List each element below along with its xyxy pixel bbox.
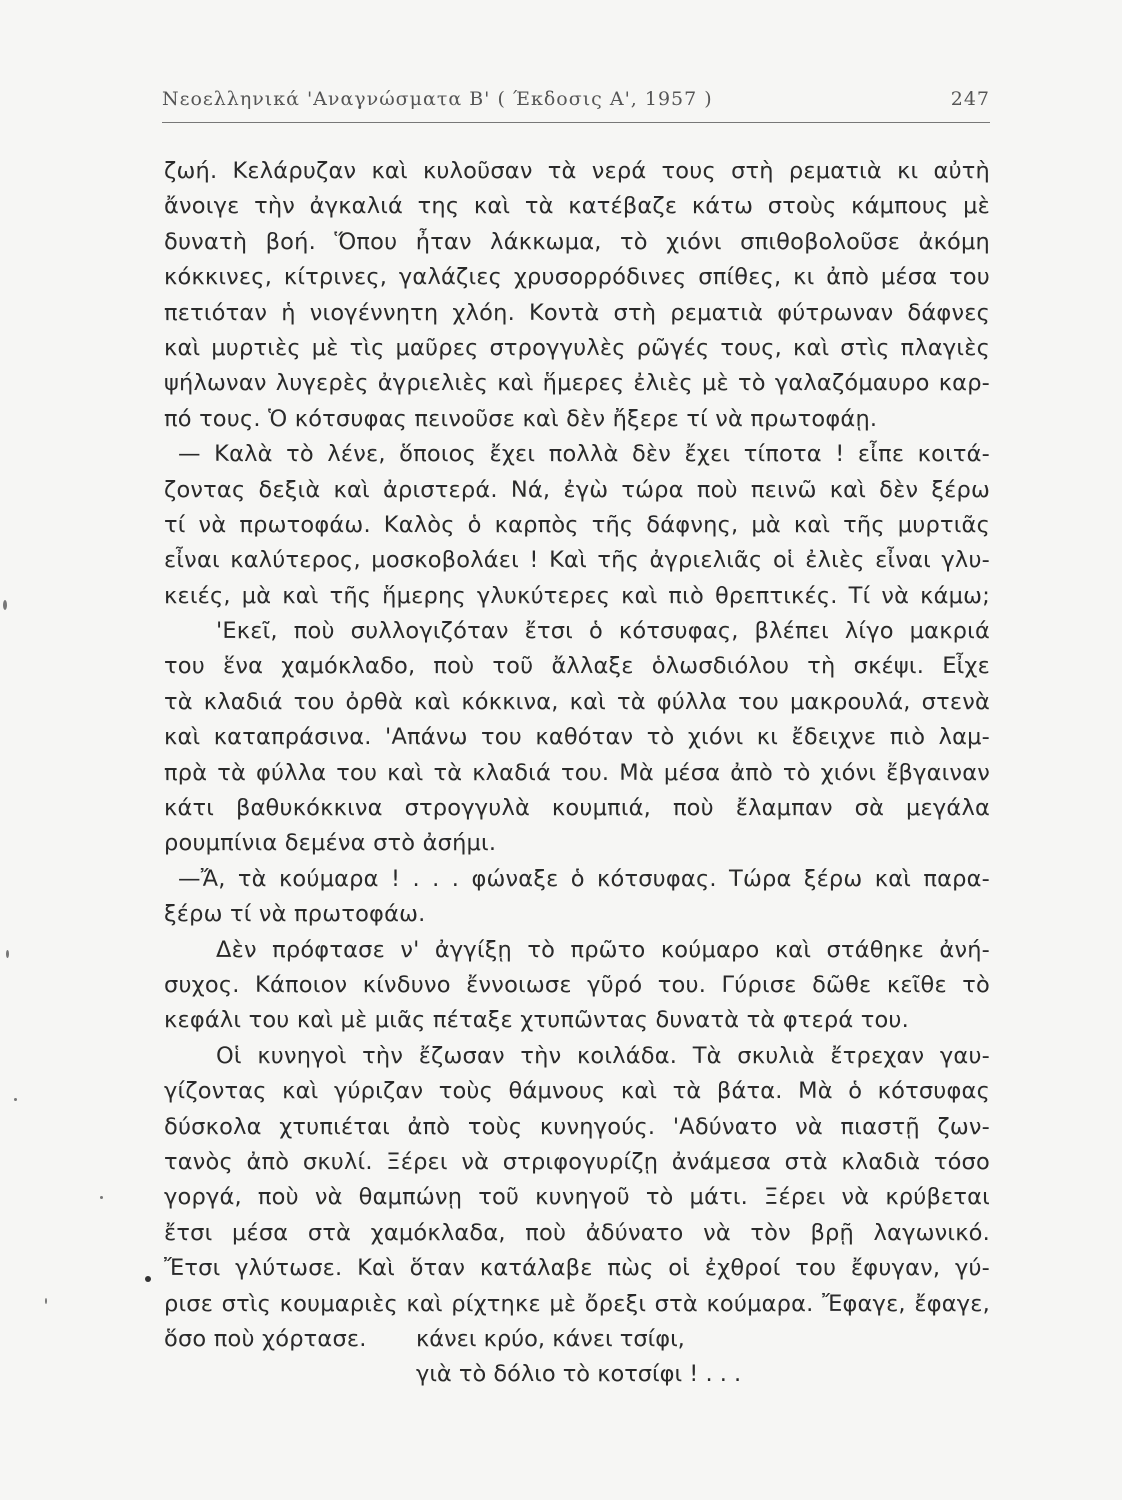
- verse-line: κάνει κρύο, κάνει τσίφι,: [416, 1326, 685, 1352]
- text-line: τί νὰ πρωτοφάω. Καλὸς ὁ καρπὸς τῆς δάφνης, μὰ καὶ τῆς μυρτιᾶς: [164, 511, 990, 538]
- scan-speck: [100, 1196, 103, 1199]
- text-line: πετιόταν ἡ νιογέννητη χλόη. Κοντὰ στὴ ρεματιὰ φύτρωναν δάφνες: [164, 299, 990, 326]
- text-line: του ἕνα χαμόκλαδο, ποὺ τοῦ ἄλλαξε ὁλωσδιόλου τὴ σκέψι. Εἶχε: [164, 653, 990, 680]
- scan-speck: [6, 950, 9, 958]
- text-line: γίζοντας καὶ γύριζαν τοὺς θάμνους καὶ τὰ βάτα. Μὰ ὁ κότσυφας: [164, 1078, 990, 1105]
- story-text: [164, 154, 990, 1357]
- text-line: εἶναι καλύτερος, μοσκοβολάει ! Καὶ τῆς ἀγριελιᾶς οἱ ἐλιὲς εἶναι γλυ-: [164, 547, 990, 574]
- text-line: ὅσο ποὺ χόρτασε.: [164, 1325, 367, 1352]
- text-line: Οἱ κυνηγοὶ τὴν ἔζωσαν τὴν κοιλάδα. Τὰ σκυλιὰ ἔτρεχαν γαυ-: [216, 1042, 990, 1069]
- verse-line: γιὰ τὸ δόλιο τὸ κοτσίφι ! . . .: [416, 1361, 742, 1387]
- header-title: Νεοελληνικά 'Αναγνώσματα Β' ( Έκδοσις Α', 1957 ): [162, 88, 713, 110]
- text-line: δυνατὴ βοή. Ὅπου ἦταν λάκκωμα, τὸ χιόνι σπιθοβολοῦσε ἀκόμη: [164, 228, 990, 255]
- text-line: πό τους. Ὁ κότσυφας πεινοῦσε καὶ δὲν ἤξερε τί νὰ πρωτοφάῃ.: [164, 405, 878, 432]
- closing-verse: [416, 1322, 916, 1392]
- text-line: κάτι βαθυκόκκινα στρογγυλὰ κουμπιά, ποὺ ἔλαμπαν σὰ μεγάλα: [164, 795, 990, 822]
- text-line: καὶ μυρτιὲς μὲ τὶς μαῦρες στρογγυλὲς ρῶγές τους, καὶ στὶς πλαγιὲς: [164, 334, 990, 361]
- text-line: 'Εκεῖ, ποὺ συλλογιζόταν ἔτσι ὁ κότσυφας, βλέπει λίγο μακριά: [216, 618, 990, 645]
- text-line: τανὸς ἀπὸ σκυλί. Ξέρει νὰ στριφογυρίζῃ ἀνάμεσα στὰ κλαδιὰ τόσο: [164, 1148, 990, 1175]
- scan-speck: [45, 1298, 47, 1304]
- text-line: — Καλὰ τὸ λένε, ὅποιος ἔχει πολλὰ δὲν ἔχει τίποτα ! εἶπε κοιτά-: [178, 441, 990, 468]
- text-line: ψήλωναν λυγερὲς ἀγριελιὲς καὶ ἥμερες ἐλιὲς μὲ τὸ γαλαζόμαυρο καρ-: [164, 370, 990, 397]
- text-line: γοργά, ποὺ νὰ θαμπώνῃ τοῦ κυνηγοῦ τὸ μάτι. Ξέρει νὰ κρύβεται: [164, 1184, 990, 1211]
- text-line: δύσκολα χτυπιέται ἀπὸ τοὺς κυνηγούς. 'Αδύνατο νὰ πιαστῇ ζων-: [164, 1113, 990, 1140]
- text-line: κειές, μὰ καὶ τῆς ἥμερης γλυκύτερες καὶ πιὸ θρεπτικές. Τί νὰ κάμω;: [164, 582, 990, 609]
- scan-speck: [14, 1098, 17, 1101]
- text-line: ρισε στὶς κουμαριὲς καὶ ρίχτηκε μὲ ὄρεξι στὰ κούμαρα. Ἔφαγε, ἔφαγε,: [164, 1290, 990, 1317]
- text-line: ρουμπίνια δεμένα στὸ ἀσήμι.: [164, 830, 497, 857]
- scan-speck: [3, 600, 7, 610]
- scan-speck: [145, 1276, 151, 1282]
- text-line: ζοντας δεξιὰ καὶ ἀριστερά. Νά, ἐγὼ τώρα ποὺ πεινῶ καὶ δὲν ξέρω: [164, 476, 990, 503]
- text-line: πρὰ τὰ φύλλα του καὶ τὰ κλαδιά του. Μὰ μέσα ἀπὸ τὸ χιόνι ἔβγαιναν: [164, 759, 990, 786]
- text-line: —Ἄ, τὰ κούμαρα ! . . . φώναξε ὁ κότσυφας. Τώρα ξέρω καὶ παρα-: [178, 865, 990, 892]
- header-rule: [162, 122, 990, 123]
- running-header: [162, 88, 990, 118]
- text-line: κεφάλι του καὶ μὲ μιᾶς πέταξε χτυπῶντας δυνατὰ τὰ φτερά του.: [164, 1007, 910, 1034]
- text-line: ἄνοιγε τὴν ἀγκαλιά της καὶ τὰ κατέβαζε κάτω στοὺς κάμπους μὲ: [164, 193, 990, 220]
- text-line: ἔτσι μέσα στὰ χαμόκλαδα, ποὺ ἀδύνατο νὰ τὸν βρῇ λαγωνικό.: [164, 1219, 990, 1246]
- text-line: Ἔτσι γλύτωσε. Καὶ ὅταν κατάλαβε πὼς οἱ ἐχθροί του ἔφυγαν, γύ-: [164, 1255, 990, 1282]
- page-number: 247: [950, 88, 990, 110]
- text-line: ζωή. Κελάρυζαν καὶ κυλοῦσαν τὰ νερά τους στὴ ρεματιὰ κι αὐτὴ: [164, 158, 990, 184]
- text-line: Δὲν πρόφτασε ν' ἀγγίξῃ τὸ πρῶτο κούμαρο καὶ στάθηκε ἀνή-: [216, 936, 990, 963]
- text-line: κόκκινες, κίτρινες, γαλάζιες χρυσορρόδινες σπίθες, κι ἀπὸ μέσα του: [164, 264, 990, 291]
- text-line: συχος. Κάποιον κίνδυνο ἔννοιωσε γῦρό του. Γύρισε δῶθε κεῖθε τὸ: [164, 971, 990, 998]
- text-line: καὶ καταπράσινα. 'Απάνω του καθόταν τὸ χιόνι κι ἔδειχνε πιὸ λαμ-: [164, 724, 990, 751]
- text-line: ξέρω τί νὰ πρωτοφάω.: [164, 901, 426, 928]
- text-line: τὰ κλαδιά του ὀρθὰ καὶ κόκκινα, καὶ τὰ φύλλα του μακρουλά, στενὰ: [164, 688, 990, 715]
